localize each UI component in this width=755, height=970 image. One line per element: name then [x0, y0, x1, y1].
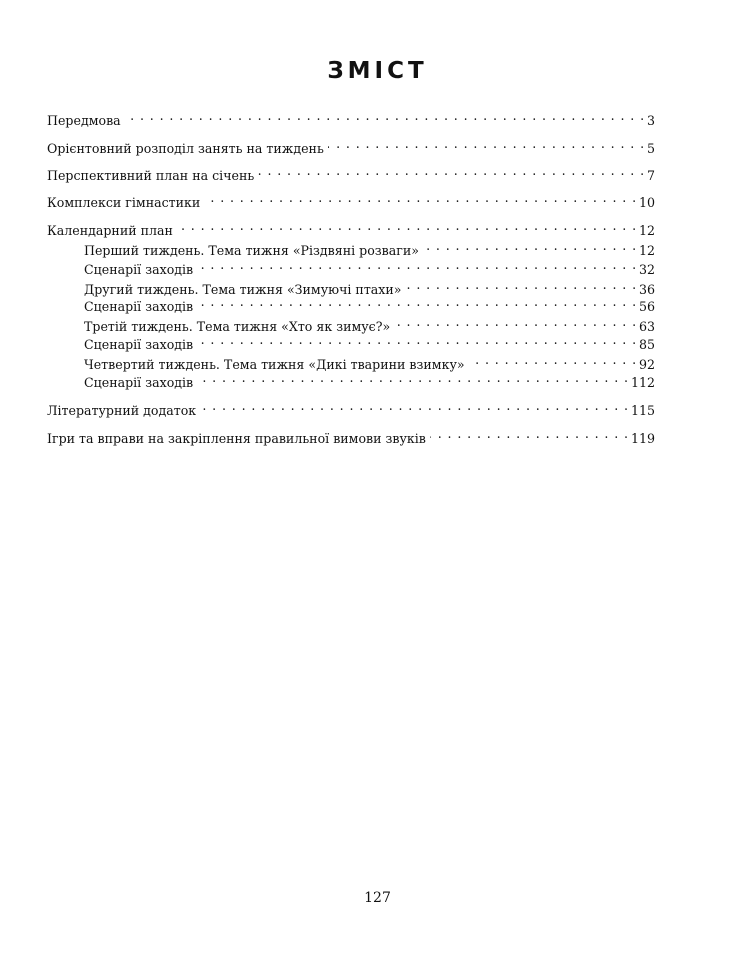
toc-entry — [47, 135, 655, 156]
toc-entry-title: Четвертий тиждень. Тема тижня «Дикі тварини взимку» — [84, 357, 465, 372]
toc-subentry — [84, 237, 655, 258]
toc-entry-page: 36 — [638, 282, 655, 297]
toc-entry-page: 32 — [638, 262, 655, 277]
toc-entry-page: 10 — [638, 195, 655, 210]
dot-leader — [204, 189, 637, 207]
toc-entry-title: Сценарії заходів — [84, 299, 194, 314]
toc-subentry — [84, 313, 655, 334]
toc-entry-page: 56 — [638, 299, 655, 314]
page-title: ЗМІСТ — [327, 58, 428, 84]
dot-leader — [423, 237, 637, 255]
toc-subentry — [84, 276, 655, 297]
dot-leader — [200, 397, 629, 415]
toc-entry — [47, 217, 655, 238]
toc-entry — [47, 425, 655, 446]
toc-entry-title: Перспективний план на січень — [47, 168, 255, 183]
toc-entry-title: Літературний додаток — [47, 403, 197, 418]
toc-entry-title: Календарний план — [47, 223, 173, 238]
dot-leader — [394, 313, 637, 331]
toc-entry-title: Другий тиждень. Тема тижня «Зимуючі птахи» — [84, 282, 402, 297]
toc-entry-page: 112 — [630, 375, 655, 390]
dot-leader — [258, 162, 645, 180]
toc-entry-page: 85 — [638, 337, 655, 352]
dot-leader — [177, 217, 637, 235]
toc-entry-page: 63 — [638, 319, 655, 334]
dot-leader — [197, 256, 637, 274]
dot-leader — [125, 107, 645, 125]
toc-entry-title: Передмова — [47, 113, 121, 128]
toc-entry-title: Орієнтовний розподіл занять на тиждень — [47, 141, 324, 156]
dot-leader — [197, 369, 629, 387]
toc-subentry — [84, 256, 655, 277]
toc-entry — [47, 107, 655, 128]
dot-leader — [430, 425, 629, 443]
toc-entry-page: 3 — [646, 113, 655, 128]
toc-entry — [47, 397, 655, 418]
dot-leader — [469, 351, 637, 369]
dot-leader — [406, 276, 637, 294]
page-number: 127 — [364, 890, 391, 906]
toc-entry-page: 5 — [646, 141, 655, 156]
toc-entry-page: 12 — [638, 243, 655, 258]
toc-entry-page: 7 — [646, 168, 655, 183]
dot-leader — [328, 135, 645, 153]
toc-entry — [47, 162, 655, 183]
toc-entry-title: Сценарії заходів — [84, 337, 194, 352]
toc-entry-page: 119 — [630, 431, 655, 446]
toc-entry — [47, 189, 655, 210]
toc-entry-title: Третій тиждень. Тема тижня «Хто як зимує?» — [84, 319, 391, 334]
toc-entry-title: Ігри та вправи на закріплення правильної вимови звуків — [47, 431, 426, 446]
toc-subentry — [84, 293, 655, 314]
dot-leader — [197, 331, 637, 349]
toc-subentry — [84, 331, 655, 352]
toc-entry-page: 92 — [638, 357, 655, 372]
toc-entry-title: Сценарії заходів — [84, 262, 194, 277]
toc-entry-title: Сценарії заходів — [84, 375, 194, 390]
toc-entry-title: Перший тиждень. Тема тижня «Різдвяні розваги» — [84, 243, 419, 258]
toc-entry-page: 115 — [630, 403, 655, 418]
toc-entry-page: 12 — [638, 223, 655, 238]
dot-leader — [197, 293, 637, 311]
toc-entry-title: Комплекси гімнастики — [47, 195, 201, 210]
toc-subentry — [84, 369, 655, 390]
toc-subentry — [84, 351, 655, 372]
